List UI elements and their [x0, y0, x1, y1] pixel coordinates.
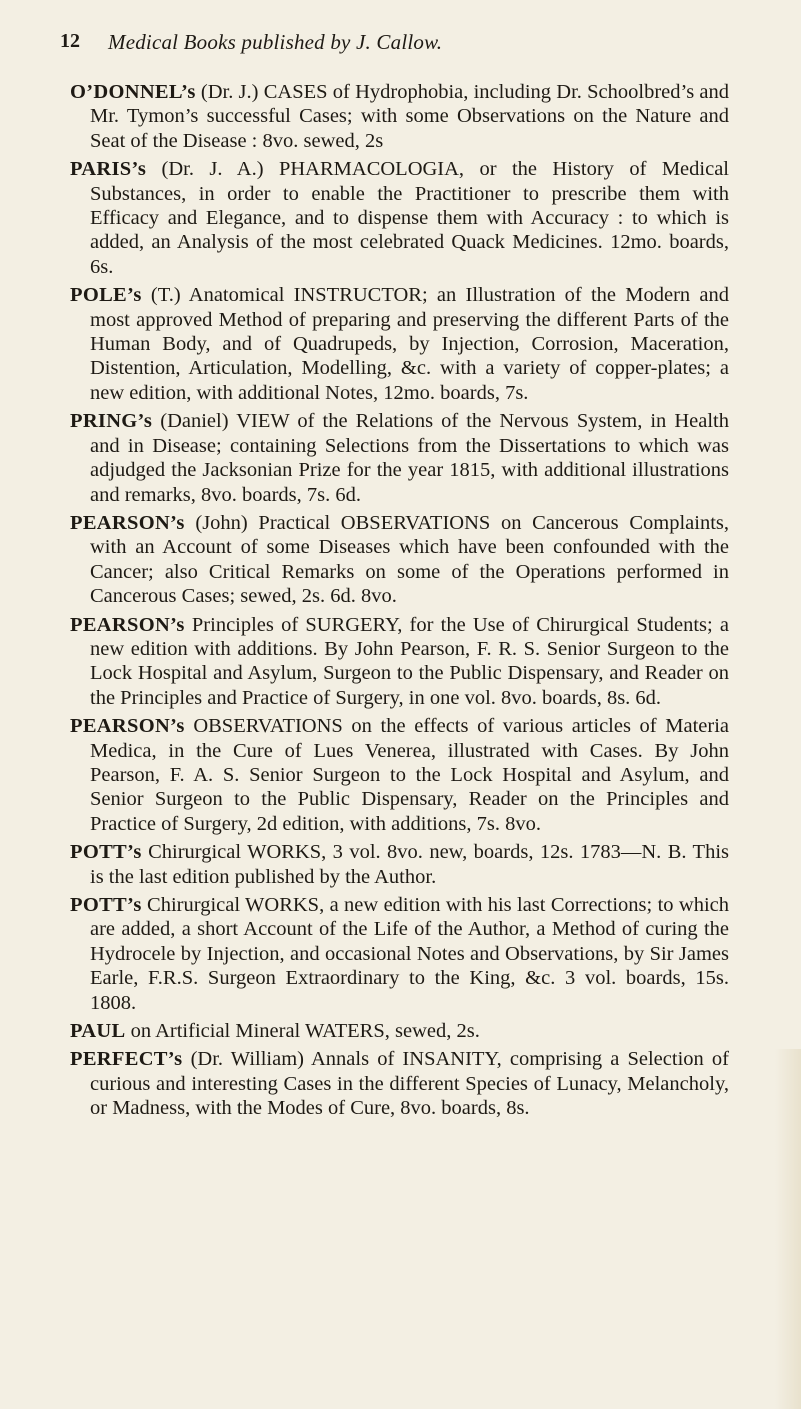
entry-author: PAUL	[70, 1020, 126, 1043]
entry-description: Chirurgical WORKS, 3 vol. 8vo. new, boards, 12s. 1783—N. B. This is the last edition published by the Author.	[90, 841, 729, 888]
entry-author: POLE’s	[70, 284, 142, 307]
entry-description: (John) Practical OBSERVATIONS on Cancerous Complaints, with an Account of some Diseases which have been confounded with the Cancer; also Critical Remarks on some of the Operations performed in Cancerous Cases; sewed, 2s. 6d. 8vo.	[90, 511, 729, 608]
catalogue-entry	[70, 1047, 729, 1120]
running-head	[60, 30, 729, 80]
entry-description: (Daniel) VIEW of the Relations of the Nervous System, in Health and in Disease; containing Selections from the Dissertations to which was adjudged the Jacksonian Prize for the year 1815, with additional illustrations and remarks, 8vo. boards, 7s. 6d.	[90, 410, 729, 506]
entry-author: O’DONNEL’s	[70, 81, 196, 103]
catalogue-entry	[70, 840, 729, 889]
entry-description: (T.) Anatomical INSTRUCTOR; an Illustration of the Modern and most approved Method of preparing and preserving the different Parts of the Human Body, and of Quadrupeds, by Injection, Corrosion, Maceration, Distention, Articulation, Modelling, &c. with a variety of copper-plates; a new edition, with additional Notes, 12mo. boards, 7s.	[90, 284, 729, 404]
entry-author: PEARSON’s	[70, 613, 185, 636]
catalogue-entry	[70, 714, 729, 836]
catalogue-entry	[70, 893, 729, 1015]
entry-description: Principles of SURGERY, for the Use of Chirurgical Students; a new edition with additions. By John Pearson, F. R. S. Senior Surgeon to the Lock Hospital and Asylum, Surgeon to the Public Dispensary, and Reader on the Principles and Practice of Surgery, in one vol. 8vo. boards, 8s. 6d.	[90, 613, 729, 709]
entry-description: OBSERVATIONS on the effects of various articles of Materia Medica, in the Cure of Lues Venerea, illustrated with Cases. By John Pearson, F. A. S. Senior Surgeon to the Lock Hospital and Asylum, and Senior Surgeon to the Public Dispensary, Reader on the Principles and Practice of Surgery, 2d edition, with additions, 7s. 8vo.	[90, 715, 729, 835]
entry-description: (Dr. J.) CASES of Hydrophobia, including Dr. Schoolbred’s and Mr. Tymon’s successful Cases; with some Observations on the Nature and Seat of the Disease : 8vo. sewed, 2s	[90, 81, 729, 152]
entry-author: PEARSON’s	[70, 715, 185, 738]
entry-description: on Artificial Mineral WATERS, sewed, 2s.	[125, 1020, 480, 1043]
entry-description: (Dr. William) Annals of INSANITY, comprising a Selection of curious and interesting Cases in the different Species of Lunacy, Melancholy, or Madness, with the Modes of Cure, 8vo. boards, 8s.	[90, 1048, 729, 1120]
catalogue-entry	[70, 283, 729, 405]
entry-description: Chirurgical WORKS, a new edition with his last Corrections; to which are added, a short Account of the Life of the Author, a Method of curing the Hydrocele by Injection, and occasional Notes and Observations, by Sir James Earle, F.R.S. Surgeon Extraordinary to the King, &c. 3 vol. boards, 15s. 1808.	[90, 894, 729, 1014]
book-page	[0, 30, 801, 1409]
catalogue-entry	[70, 80, 729, 153]
catalogue-entry	[70, 511, 729, 609]
entry-author: POTT’s	[70, 894, 142, 916]
catalogue-entries	[70, 80, 729, 1121]
catalogue-entry	[70, 409, 729, 507]
entry-author: PARIS’s	[70, 158, 147, 181]
entry-author: PEARSON’s	[70, 511, 185, 534]
page-edge-shading	[775, 1049, 801, 1409]
entry-author: PRING’s	[70, 410, 153, 433]
running-head-title: Medical Books published by J. Callow.	[108, 30, 443, 54]
entry-author: POTT’s	[70, 841, 142, 864]
catalogue-entry	[70, 157, 729, 279]
entry-description: (Dr. J. A.) PHARMACOLOGIA, or the History of Medical Substances, in order to enable the Practitioner to prescribe them with Efficacy and Elegance, and to dispense them with Accuracy : to which is added, an Analysis of the most celebrated Quack Medicines. 12mo. boards, 6s.	[90, 158, 729, 278]
catalogue-entry	[70, 613, 729, 711]
page-number: 12	[60, 30, 80, 52]
entry-author: PERFECT’s	[70, 1048, 183, 1071]
catalogue-entry	[70, 1019, 729, 1043]
